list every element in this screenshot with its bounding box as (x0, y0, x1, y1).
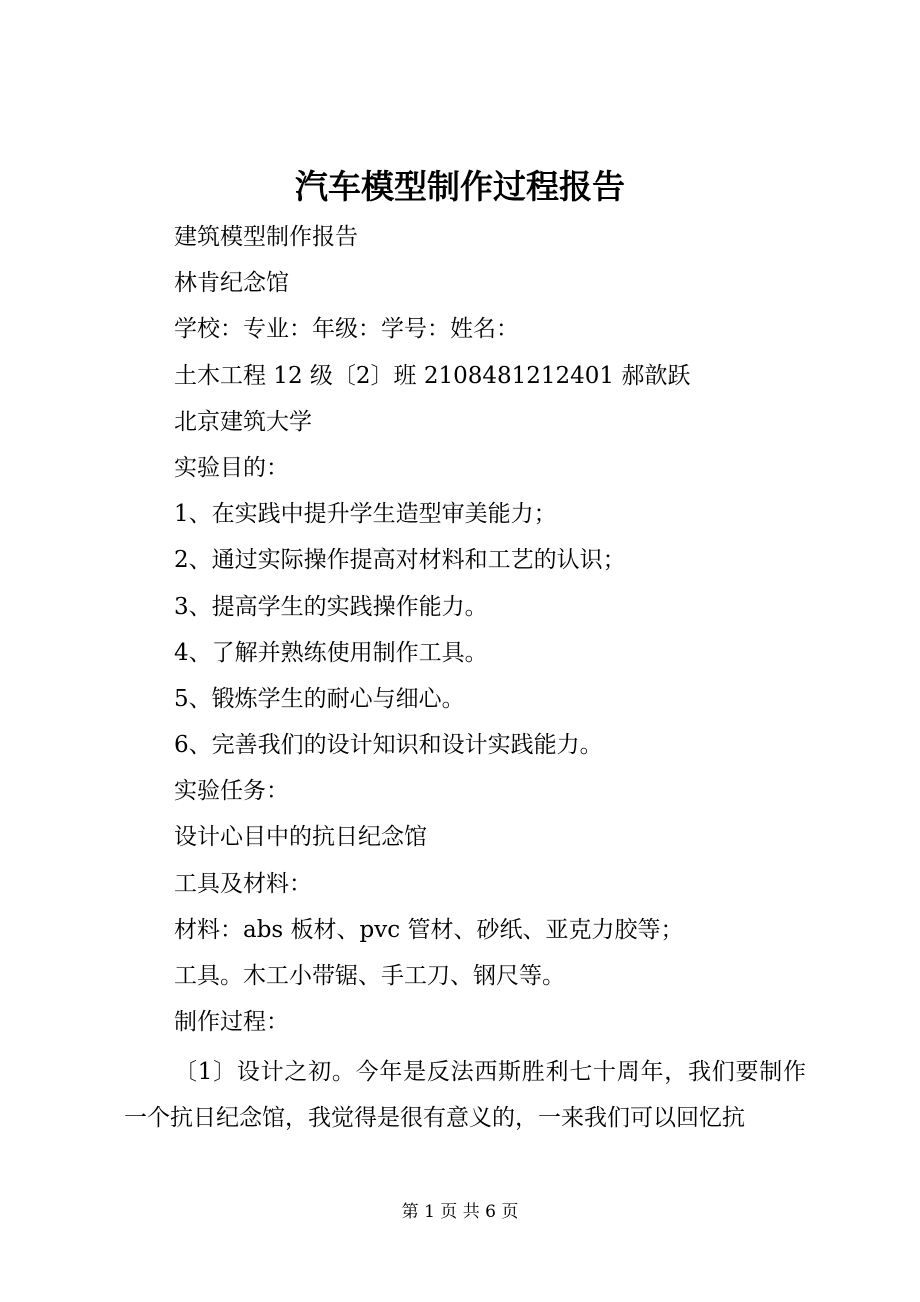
body-line: 工具。木工小带锯、手工刀、钢尺等。 (174, 963, 565, 989)
body-line: 建筑模型制作报告 (174, 224, 358, 250)
list-item: 1、在实践中提升学生造型审美能力； (174, 501, 557, 528)
document-title: 汽车模型制作过程报告 (295, 167, 625, 206)
list-item: 3、提高学生的实践操作能力。 (174, 593, 488, 620)
body-line: 材料：abs 板材、pvc 管材、砂纸、亚克力胶等； (174, 916, 684, 943)
section-heading: 工具及材料： (174, 870, 312, 897)
section-heading: 实验任务： (174, 778, 289, 805)
list-item: 6、完善我们的设计知识和设计实践能力。 (174, 732, 603, 759)
section-heading: 制作过程： (174, 1009, 289, 1036)
body-line: 学校：专业：年级：学号：姓名： (174, 316, 519, 343)
body-line: 设计心目中的抗日纪念馆 (174, 824, 427, 851)
body-paragraph: 〔1〕设计之初。今年是反法西斯胜利七十周年，我们要制作一个抗日纪念馆，我觉得是很有意义的，一来我们可以回忆抗 (124, 1059, 806, 1131)
document-body (174, 214, 834, 1045)
page-number-footer: 第 1 页 共 6 页 (401, 1202, 519, 1222)
list-item: 2、通过实际操作提高对材料和工艺的认识； (174, 547, 626, 574)
list-item: 5、锻炼学生的耐心与细心。 (174, 685, 465, 712)
body-line: 林肯纪念馆 (174, 270, 289, 297)
body-line: 土木工程 12 级〔2〕班 2108481212401 郝歆跃 (174, 362, 691, 389)
section-heading: 实验目的： (174, 454, 289, 481)
list-item: 4、了解并熟练使用制作工具。 (174, 639, 488, 666)
body-line: 北京建筑大学 (174, 408, 312, 435)
